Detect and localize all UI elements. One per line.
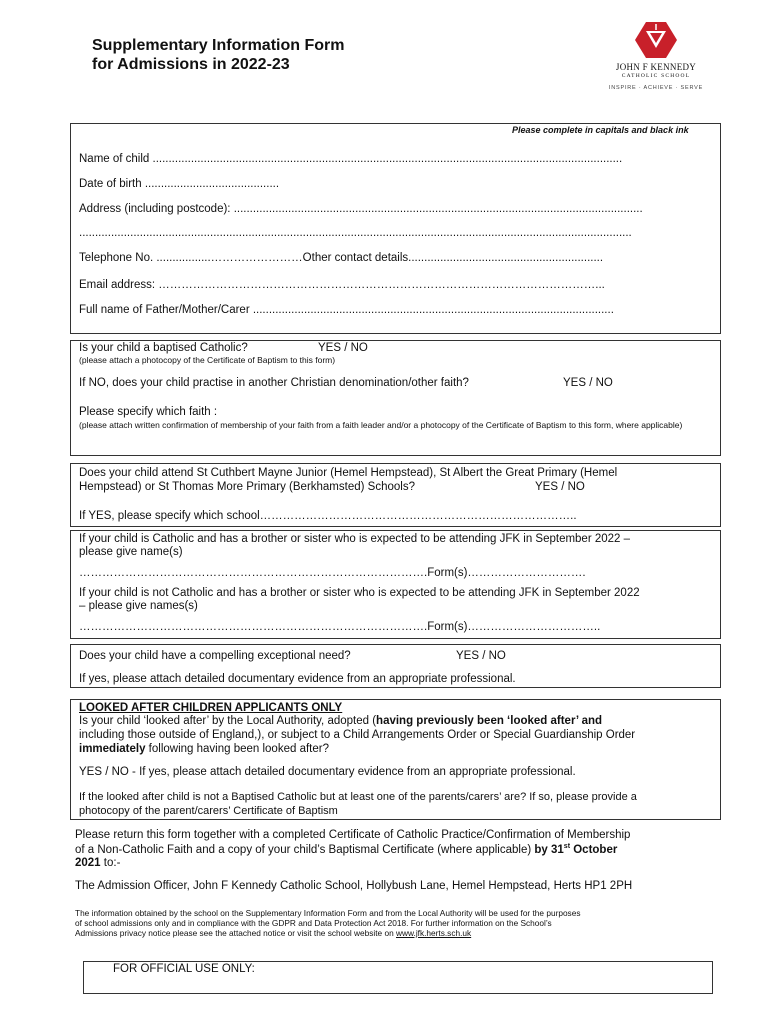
specify-school-field[interactable]: If YES, please specify which school……………………………………………………………………….. xyxy=(79,510,577,522)
other-faith-question: If NO, does your child practise in another Christian denomination/other faith? xyxy=(79,377,469,389)
catholic-sibling-line-1: If your child is Catholic and has a brother or sister who is expected to be attending JFK in September 2022 – xyxy=(79,533,631,545)
catholic-sibling-field[interactable]: ……………………………………………………………………………….Form(s)…………………………. xyxy=(79,567,586,579)
return-deadline-a: by 31 xyxy=(534,843,564,856)
logo-motto: INSPIRE · ACHIEVE · SERVE xyxy=(608,85,704,91)
looked-after-line-1 xyxy=(79,715,602,727)
catholic-sibling-line-2: please give name(s) xyxy=(79,546,183,558)
baptised-yes-no[interactable]: YES / NO xyxy=(318,342,368,354)
return-year: 2021 xyxy=(75,857,101,869)
logo-school-name: JOHN F KENNEDY xyxy=(615,62,697,72)
baptised-note: (please attach a photocopy of the Certificate of Baptism to this form) xyxy=(79,355,336,365)
privacy-line-1: The information obtained by the school on the Supplementary Information Form and from the Local Authority will be used for the purposes xyxy=(75,908,581,918)
looked-after-line-5: If the looked after child is not a Baptised Catholic but at least one of the parents/carers’ are? If so, please provide a xyxy=(79,791,637,803)
form-title xyxy=(92,36,344,74)
non-catholic-sibling-field[interactable]: ……………………………………………………………………………….Form(s)…………………………….. xyxy=(79,621,601,633)
school-logo xyxy=(606,20,706,91)
baptised-question: Is your child a baptised Catholic? xyxy=(79,342,248,354)
return-line-1: Please return this form together with a completed Certificate of Catholic Practice/Confirmation of Membership xyxy=(75,829,631,841)
school-website-link[interactable]: www.jfk.herts.sch.uk xyxy=(396,928,472,938)
looked-after-line-3b: following having been looked after? xyxy=(145,743,329,755)
other-faith-yes-no[interactable]: YES / NO xyxy=(563,377,613,389)
exceptional-need-question: Does your child have a compelling exceptional need? xyxy=(79,650,351,662)
return-deadline-sup: st xyxy=(563,843,571,850)
return-line-2a: of a Non-Catholic Faith and a copy of your child’s Baptismal Certificate (where applicable) xyxy=(75,843,535,856)
parent-name-field[interactable]: Full name of Father/Mother/Carer ................................................................................................................. xyxy=(79,304,614,316)
specify-faith-label: Please specify which faith : xyxy=(79,406,218,418)
feeder-school-line-1: Does your child attend St Cuthbert Mayne Junior (Hemel Hempstead), St Albert the Great Primary (Hemel xyxy=(79,467,618,479)
privacy-line-3a: Admissions privacy notice please see the attached notice or visit the school website on xyxy=(75,928,396,938)
looked-after-line-3a: immediately xyxy=(79,743,146,755)
instruction-text: Please complete in capitals and black ink xyxy=(512,125,689,135)
privacy-line-3 xyxy=(75,928,715,938)
date-of-birth-field[interactable]: Date of birth .......................................... xyxy=(79,178,280,190)
privacy-notice xyxy=(75,908,715,938)
looked-after-line-6: photocopy of the parent/carers’ Certificate of Baptism xyxy=(79,805,338,817)
non-catholic-sibling-line-2: – please give names(s) xyxy=(79,600,198,612)
logo-school-sub: CATHOLIC SCHOOL xyxy=(621,73,691,79)
looked-after-line-2: including those outside of England,), or subject to a Child Arrangements Order or Special Guardianship Order xyxy=(79,729,636,741)
return-deadline-c: October xyxy=(570,843,618,856)
email-field[interactable]: Email address: ……………………………………………………………………………………………………... xyxy=(79,279,605,291)
address-line-2-field[interactable]: ............................................................................................................................................................................. xyxy=(79,227,632,239)
telephone-field[interactable]: Telephone No. .................……………………Other contact details............................................................. xyxy=(79,252,604,264)
looked-after-heading: LOOKED AFTER CHILDREN APPLICANTS ONLY xyxy=(79,702,343,714)
feeder-school-yes-no[interactable]: YES / NO xyxy=(535,481,585,493)
return-line-3b: to:- xyxy=(100,857,121,869)
return-deadline xyxy=(534,844,617,856)
looked-after-yes-no[interactable]: YES / NO - If yes, please attach detailed documentary evidence from an appropriate professional. xyxy=(79,766,576,778)
privacy-line-2: of school admissions only and in compliance with the GDPR and Data Protection Act 2018. For further information on the School’s xyxy=(75,918,552,928)
official-use-label: FOR OFFICIAL USE ONLY: xyxy=(113,963,255,975)
exceptional-need-note: If yes, please attach detailed documentary evidence from an appropriate professional. xyxy=(79,673,516,685)
title-line-2: for Admissions in 2022-23 xyxy=(92,56,290,73)
feeder-school-line-2: Hempstead) or St Thomas More Primary (Berkhamsted) Schools? xyxy=(79,481,415,493)
looked-after-line-1a: Is your child ‘looked after’ by the Local Authority, adopted ( xyxy=(79,715,377,727)
school-crest-icon xyxy=(633,20,679,60)
return-line-2 xyxy=(75,843,617,856)
address-field[interactable]: Address (including postcode): ................................................................................................................................ xyxy=(79,203,643,215)
looked-after-line-1b: having previously been ‘looked after’ and xyxy=(376,715,603,727)
child-name-field[interactable]: Name of child ................................................................................................................................................... xyxy=(79,153,623,165)
looked-after-line-3 xyxy=(79,743,329,755)
return-line-3 xyxy=(75,857,120,869)
non-catholic-sibling-line-1: If your child is not Catholic and has a brother or sister who is expected to be attending JFK in September 2022 xyxy=(79,587,640,599)
specify-faith-note: (please attach written confirmation of membership of your faith from a faith leader and/or a photocopy of the Certificate of Baptism to this form, where applicable) xyxy=(79,420,683,430)
title-line-1: Supplementary Information Form xyxy=(92,37,345,54)
exceptional-need-yes-no[interactable]: YES / NO xyxy=(456,650,506,662)
admission-address: The Admission Officer, John F Kennedy Catholic School, Hollybush Lane, Hemel Hempstead, Herts HP1 2PH xyxy=(75,880,633,892)
